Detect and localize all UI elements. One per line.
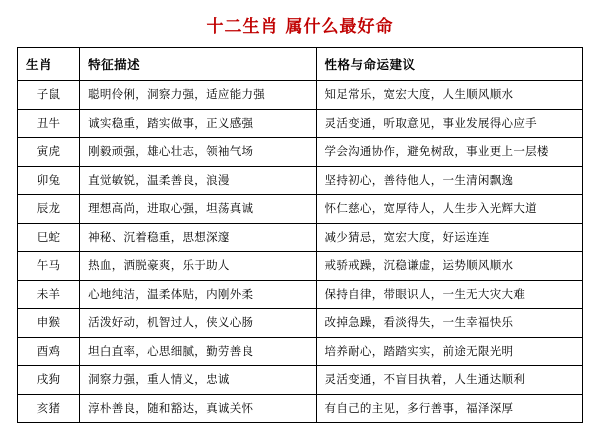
page-title: 十二生肖 属什么最好命 [206, 17, 394, 37]
cell-sign: 卯兔 [18, 166, 80, 195]
cell-advice: 怀仁慈心，宽厚待人，人生步入光辉大道 [316, 195, 582, 224]
cell-sign: 酉鸡 [18, 337, 80, 366]
cell-feature: 心地纯洁，温柔体贴，内刚外柔 [80, 280, 316, 309]
table-row [18, 394, 583, 423]
cell-sign: 寅虎 [18, 138, 80, 167]
cell-sign: 子鼠 [18, 81, 80, 110]
cell-advice: 灵活变通，听取意见，事业发展得心应手 [316, 109, 582, 138]
cell-advice: 减少猜忌，宽宏大度，好运连连 [316, 223, 582, 252]
table-row [18, 337, 583, 366]
zodiac-table [17, 47, 583, 423]
table-row [18, 81, 583, 110]
cell-feature: 神秘、沉着稳重，思想深邃 [80, 223, 316, 252]
table-row [18, 280, 583, 309]
cell-sign: 辰龙 [18, 195, 80, 224]
table-row [18, 166, 583, 195]
column-header-sign: 生肖 [18, 48, 80, 81]
table-row [18, 366, 583, 395]
cell-feature: 刚毅顽强，雄心壮志，领袖气场 [80, 138, 316, 167]
cell-advice: 改掉急躁，看淡得失，一生幸福快乐 [316, 309, 582, 338]
cell-advice: 戒骄戒躁，沉稳谦虚，运势顺风顺水 [316, 252, 582, 281]
cell-feature: 诚实稳重，踏实做事，正义感强 [80, 109, 316, 138]
cell-sign: 戌狗 [18, 366, 80, 395]
cell-advice: 知足常乐，宽宏大度，人生顺风顺水 [316, 81, 582, 110]
cell-feature: 坦白直率，心思细腻，勤劳善良 [80, 337, 316, 366]
column-header-feature: 特征描述 [80, 48, 316, 81]
cell-feature: 淳朴善良，随和豁达，真诚关怀 [80, 394, 316, 423]
table-header-row [18, 48, 583, 81]
table-row [18, 109, 583, 138]
table-header [18, 48, 583, 81]
cell-feature: 活泼好动，机智过人，侠义心肠 [80, 309, 316, 338]
cell-sign: 申猴 [18, 309, 80, 338]
cell-sign: 未羊 [18, 280, 80, 309]
table-row [18, 138, 583, 167]
cell-sign: 亥猪 [18, 394, 80, 423]
cell-feature: 聪明伶俐，洞察力强，适应能力强 [80, 81, 316, 110]
cell-feature: 洞察力强，重人情义，忠诚 [80, 366, 316, 395]
cell-advice: 保持自律，带眼识人，一生无大灾大难 [316, 280, 582, 309]
table-row [18, 223, 583, 252]
cell-feature: 热血，洒脱豪爽，乐于助人 [80, 252, 316, 281]
cell-sign: 午马 [18, 252, 80, 281]
table-row [18, 195, 583, 224]
cell-feature: 直觉敏锐，温柔善良，浪漫 [80, 166, 316, 195]
cell-advice: 坚持初心，善待他人，一生清闲飘逸 [316, 166, 582, 195]
cell-sign: 丑牛 [18, 109, 80, 138]
table-row [18, 309, 583, 338]
table-row [18, 252, 583, 281]
cell-feature: 理想高尚，进取心强，坦荡真诚 [80, 195, 316, 224]
table-body [18, 81, 583, 423]
cell-sign: 巳蛇 [18, 223, 80, 252]
cell-advice: 有自己的主见，多行善事，福泽深厚 [316, 394, 582, 423]
cell-advice: 培养耐心，踏踏实实，前途无限光明 [316, 337, 582, 366]
cell-advice: 灵活变通，不盲目执着，人生通达顺利 [316, 366, 582, 395]
cell-advice: 学会沟通协作，避免树敌，事业更上一层楼 [316, 138, 582, 167]
column-header-advice: 性格与命运建议 [316, 48, 582, 81]
